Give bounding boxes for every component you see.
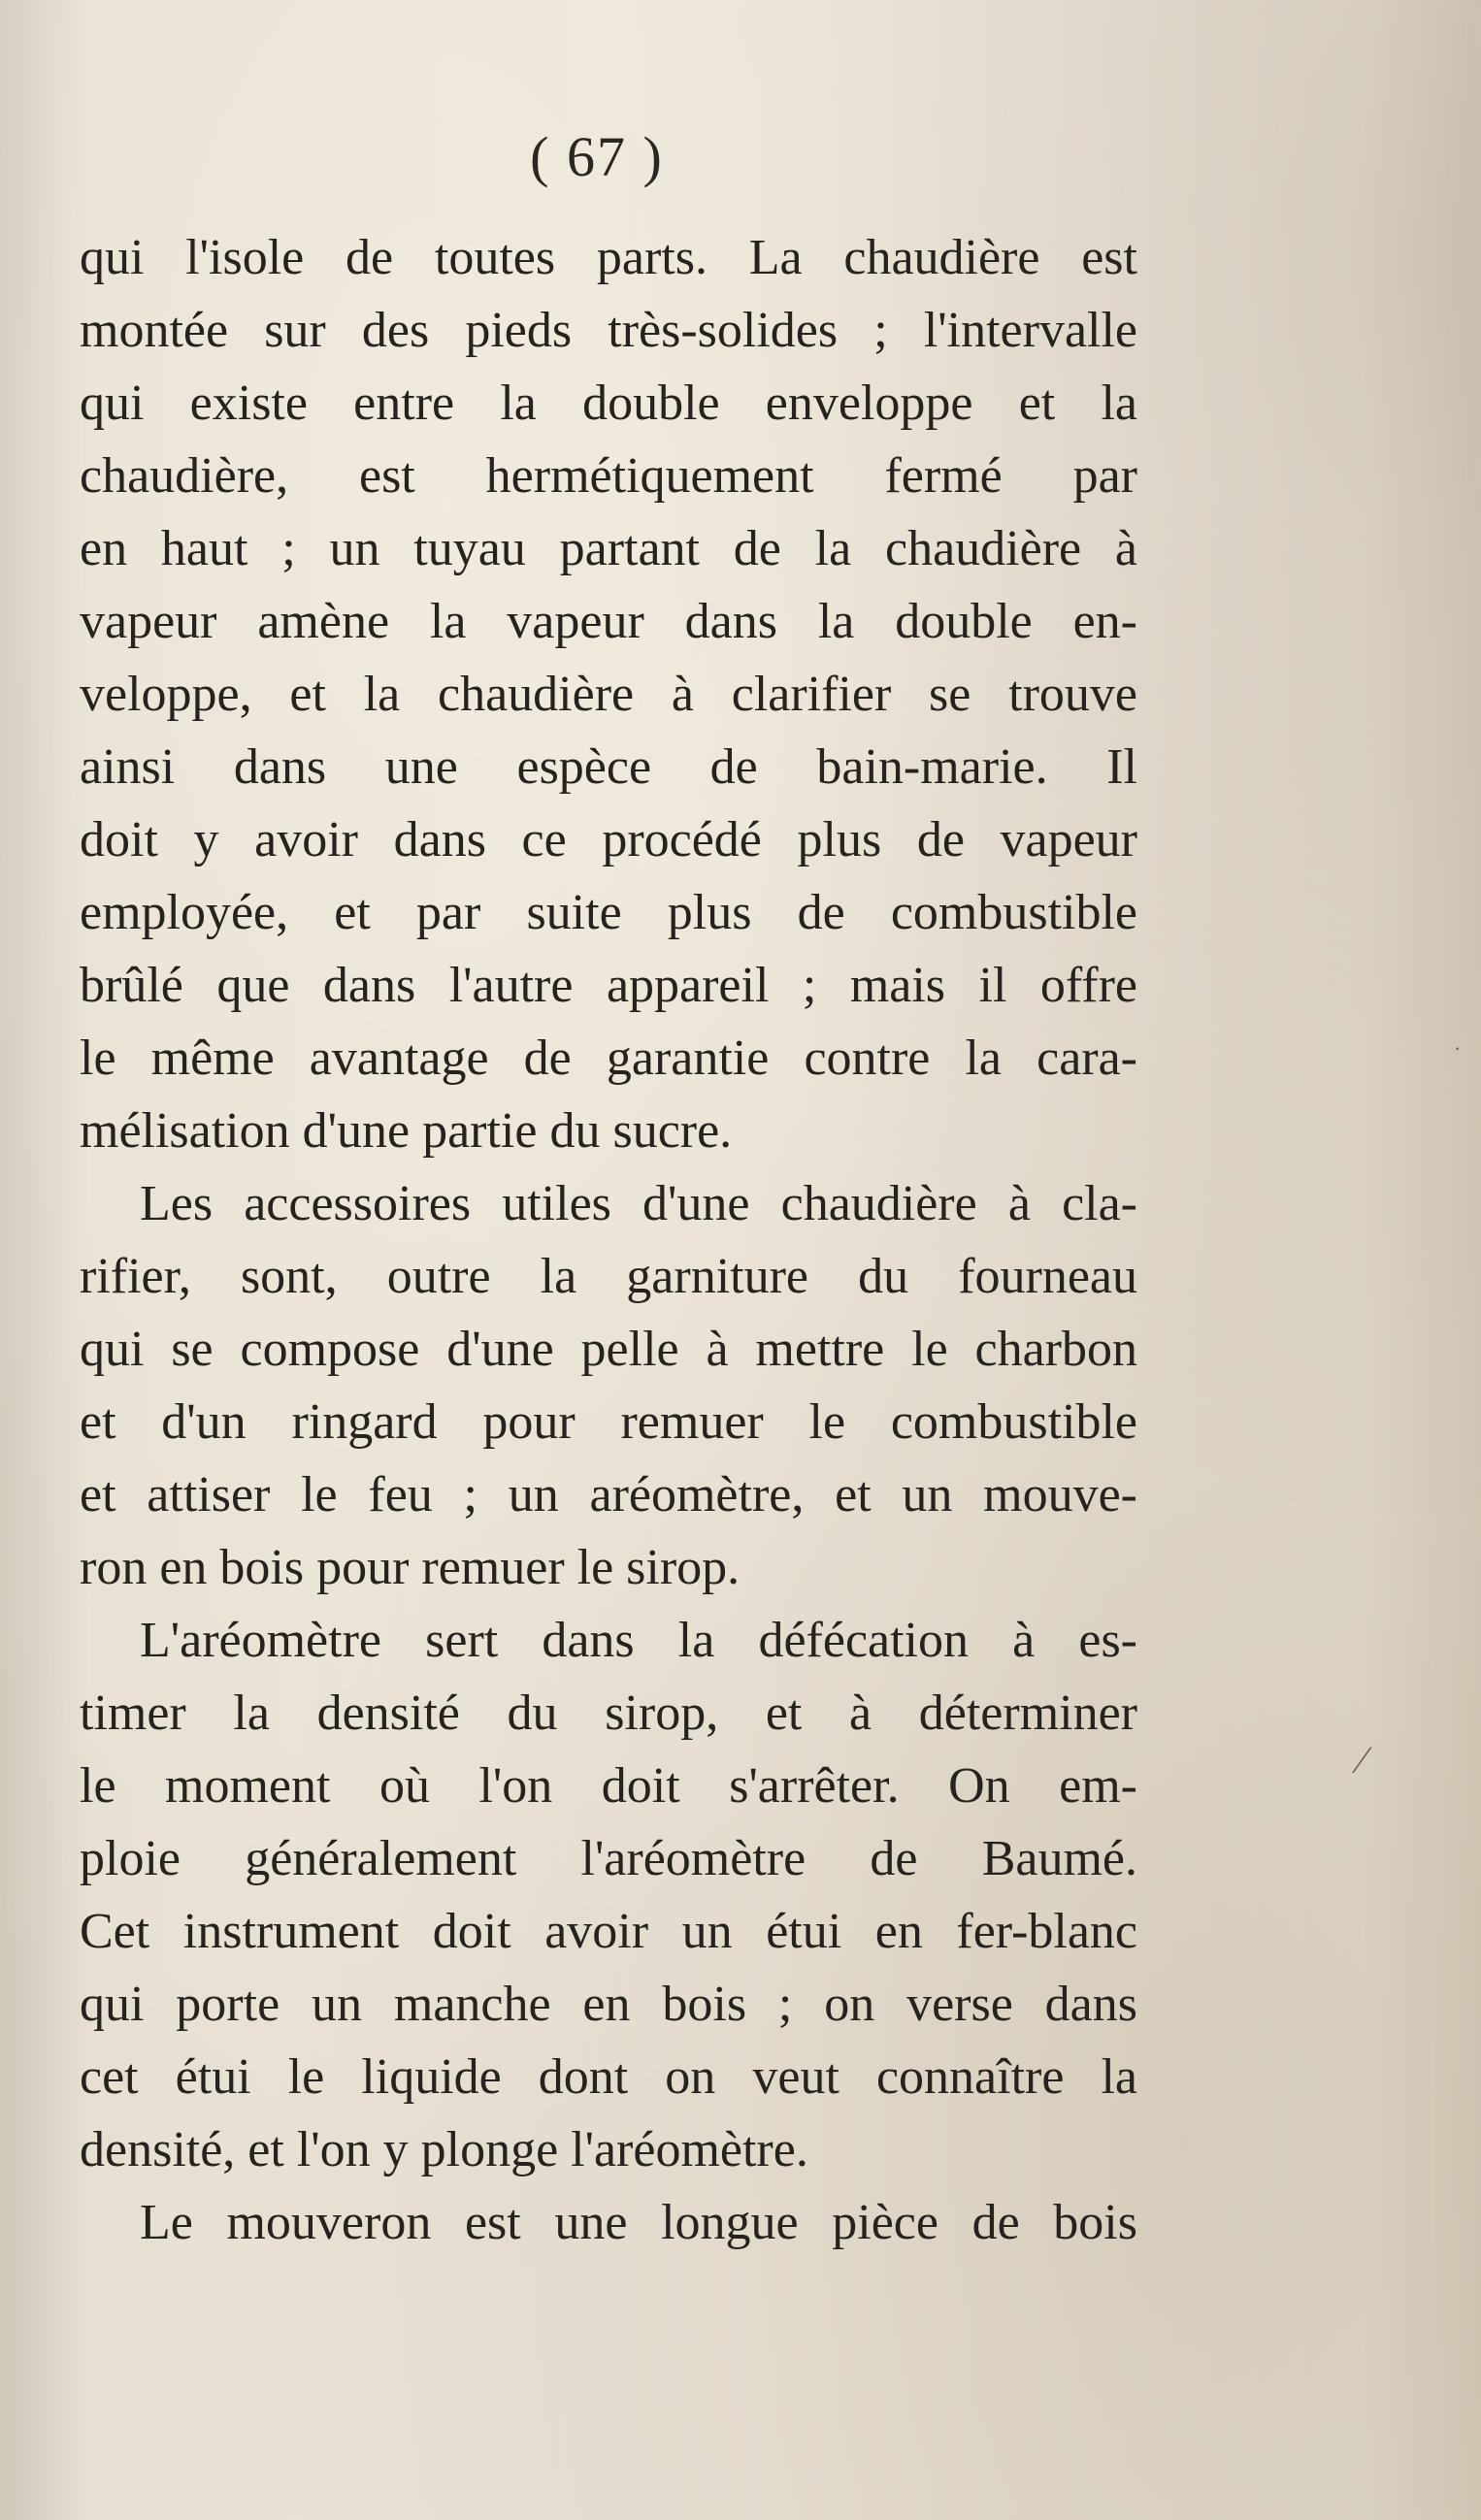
text-line: le moment où l'on doit s'arrêter. On em-: [80, 1758, 1137, 1814]
text-line: cet étui le liquide dont on veut connaître la: [80, 2049, 1137, 2105]
text-line: ploie généralement l'aréomètre de Baumé.: [80, 1831, 1137, 1886]
text-line: densité, et l'on y plonge l'aréomètre.: [80, 2122, 808, 2177]
text-line: veloppe, et la chaudière à clarifier se trouve: [80, 667, 1137, 722]
text-line: mélisation d'une partie du sucre.: [80, 1103, 733, 1159]
text-line: qui existe entre la double enveloppe et la: [80, 376, 1137, 431]
text-line: Cet instrument doit avoir un étui en fer-blanc: [80, 1904, 1137, 1959]
text-line: ainsi dans une espèce de bain-marie. Il: [80, 739, 1137, 795]
text-line: timer la densité du sirop, et à déterminer: [80, 1685, 1137, 1741]
body-text: [80, 221, 1137, 2259]
paper-speck: ·: [1454, 1036, 1462, 1061]
text-line: montée sur des pieds très-solides ; l'intervalle: [80, 303, 1137, 358]
page-number: ( 67 ): [530, 125, 664, 188]
text-line: ron en bois pour remuer le sirop.: [80, 1540, 740, 1595]
text-line: brûlé que dans l'autre appareil ; mais il offre: [80, 958, 1137, 1013]
paragraph-first-line: L'aréomètre sert dans la défécation à es-: [140, 1613, 1137, 1668]
paragraph-first-line: Les accessoires utiles d'une chaudière à cla-: [140, 1176, 1137, 1231]
text-line: en haut ; un tuyau partant de la chaudière à: [80, 521, 1137, 576]
text-line: qui porte un manche en bois ; on verse dans: [80, 1977, 1137, 2032]
text-line: doit y avoir dans ce procédé plus de vapeur: [80, 812, 1137, 867]
stray-pencil-mark: ⁄: [1359, 1738, 1366, 1782]
text-line: le même avantage de garantie contre la cara-: [80, 1031, 1137, 1086]
text-line: chaudière, est hermétiquement fermé par: [80, 448, 1137, 504]
text-line: employée, et par suite plus de combustible: [80, 885, 1137, 940]
text-line: qui se compose d'une pelle à mettre le charbon: [80, 1322, 1137, 1377]
text-line: qui l'isole de toutes parts. La chaudière est: [80, 230, 1137, 285]
text-line: vapeur amène la vapeur dans la double en-: [80, 594, 1137, 649]
text-line: rifier, sont, outre la garniture du fourneau: [80, 1249, 1137, 1304]
text-line: et attiser le feu ; un aréomètre, et un mouve-: [80, 1467, 1137, 1522]
paragraph-first-line: Le mouveron est une longue pièce de bois: [140, 2195, 1137, 2250]
text-line: et d'un ringard pour remuer le combustible: [80, 1394, 1137, 1450]
